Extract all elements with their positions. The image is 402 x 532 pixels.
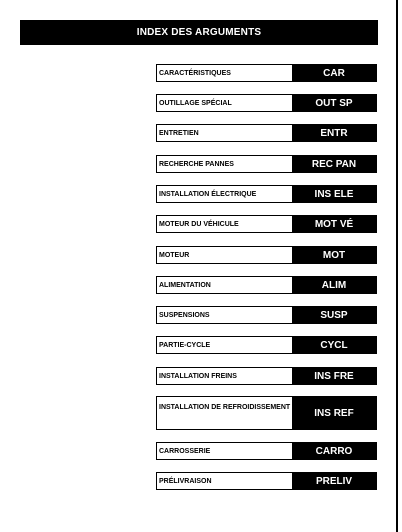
index-entry-moteur-du-vehicule[interactable] <box>156 215 377 233</box>
index-title: INDEX DES ARGUMENTS <box>136 27 262 38</box>
index-entry-alimentation[interactable] <box>156 276 377 294</box>
entry-label: CARACTÉRISTIQUES <box>159 69 231 77</box>
entry-code: INS FRE <box>292 368 376 384</box>
entry-label: PARTIE-CYCLE <box>159 341 211 349</box>
index-entry-suspensions[interactable] <box>156 306 377 324</box>
index-entry-prelivraison[interactable] <box>156 472 377 490</box>
entry-label: CARROSSERIE <box>159 447 211 455</box>
entry-code: ENTR <box>292 125 376 141</box>
entry-code: CYCL <box>292 337 376 353</box>
entry-label: PRÉLIVRAISON <box>159 477 212 485</box>
entry-code: ALIM <box>292 277 376 293</box>
entry-label: SUSPENSIONS <box>159 311 210 319</box>
entry-label: MOTEUR <box>159 251 190 259</box>
index-entry-partie-cycle[interactable] <box>156 336 377 354</box>
index-header <box>20 20 378 45</box>
entry-label: RECHERCHE PANNES <box>159 160 234 168</box>
entry-code: INS ELE <box>292 186 376 202</box>
index-entry-recherche-pannes[interactable] <box>156 155 377 173</box>
entry-code: CAR <box>292 65 376 81</box>
index-entry-entretien[interactable] <box>156 124 377 142</box>
page-right-border <box>396 0 398 532</box>
entry-code: SUSP <box>292 307 376 323</box>
entry-label: OUTILLAGE SPÉCIAL <box>159 99 232 107</box>
index-entry-outillage-special[interactable] <box>156 94 377 112</box>
entry-code: INS REF <box>292 397 376 429</box>
entry-code: MOT VÉ <box>292 216 376 232</box>
entry-code: CARRO <box>292 443 376 459</box>
entry-code: REC PAN <box>292 156 376 172</box>
entry-code: OUT SP <box>292 95 376 111</box>
entry-label: INSTALLATION DE REFROIDISSEMENT <box>159 404 291 411</box>
index-entry-carrosserie[interactable] <box>156 442 377 460</box>
entry-label: ENTRETIEN <box>159 129 199 137</box>
index-entry-moteur[interactable] <box>156 246 377 264</box>
entry-label: ALIMENTATION <box>159 281 211 289</box>
entry-label: INSTALLATION FREINS <box>159 372 237 380</box>
entry-label: INSTALLATION ÉLECTRIQUE <box>159 190 257 198</box>
index-entry-installation-refroidissement[interactable] <box>156 396 377 430</box>
entry-code: PRELIV <box>292 473 376 489</box>
entry-code: MOT <box>292 247 376 263</box>
index-entry-installation-freins[interactable] <box>156 367 377 385</box>
entry-label: MOTEUR DU VÉHICULE <box>159 220 239 228</box>
index-entry-caracteristiques[interactable] <box>156 64 377 82</box>
index-entry-installation-electrique[interactable] <box>156 185 377 203</box>
